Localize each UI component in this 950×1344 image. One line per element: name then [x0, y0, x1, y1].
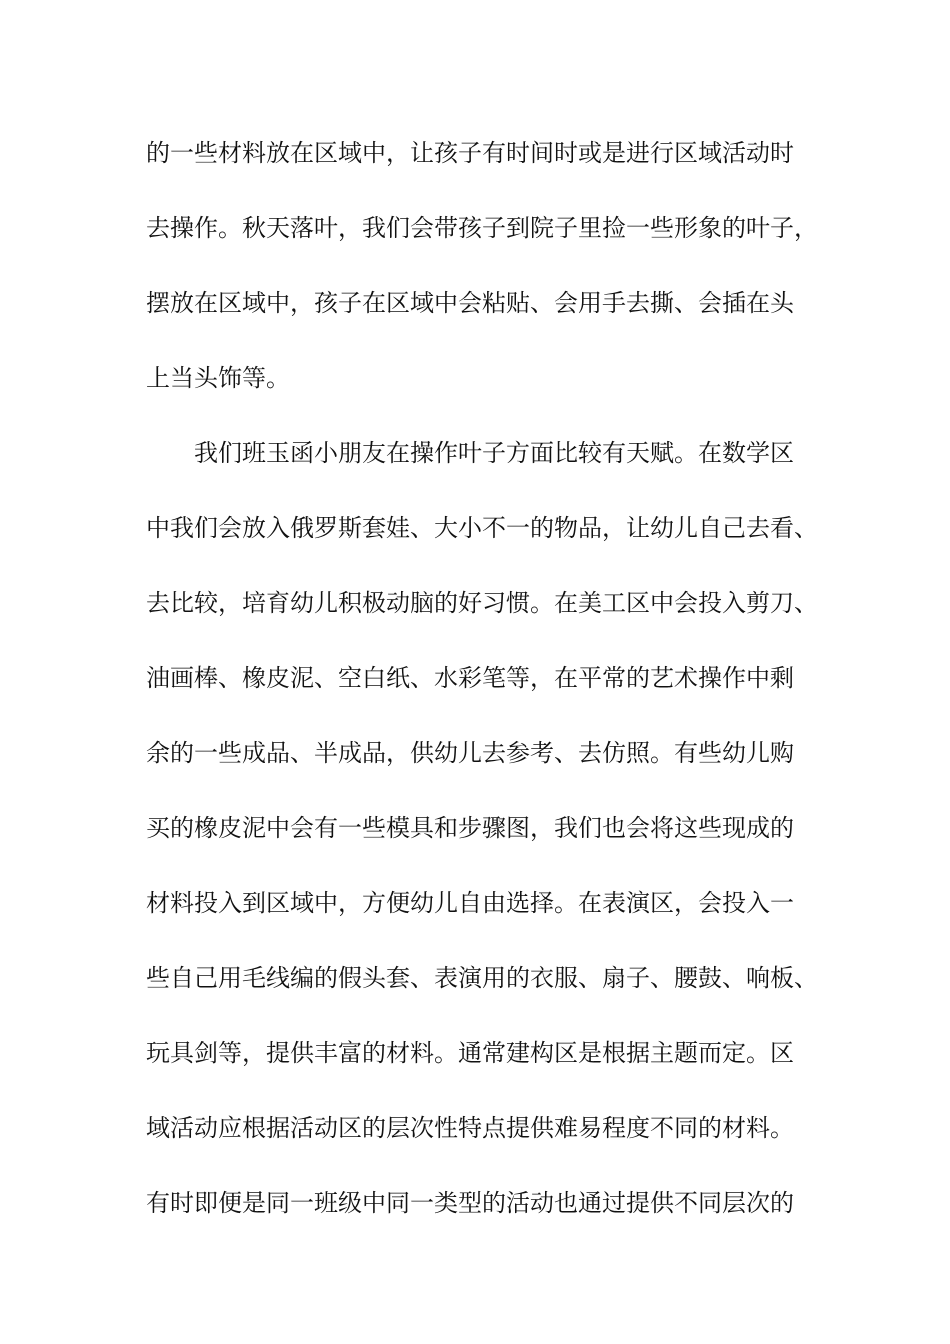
body-text-line: 些自己用毛线编的假头套、表演用的衣服、扇子、腰鼓、响板、: [146, 964, 818, 992]
body-text-line: 中我们会放入俄罗斯套娃、大小不一的物品，让幼儿自己去看、: [146, 514, 818, 542]
body-text-line: 的一些材料放在区域中，让孩子有时间时或是进行区域活动时: [146, 139, 794, 167]
body-text-line: 买的橡皮泥中会有一些模具和步骤图，我们也会将这些现成的: [146, 814, 794, 842]
body-text-line: 材料投入到区域中，方便幼儿自由选择。在表演区，会投入一: [146, 889, 794, 917]
body-text-line: 去比较，培育幼儿积极动脑的好习惯。在美工区中会投入剪刀、: [146, 589, 818, 617]
body-text-line: 余的一些成品、半成品，供幼儿去参考、去仿照。有些幼儿购: [146, 739, 794, 767]
body-text-line: 上当头饰等。: [146, 364, 290, 392]
body-text-line: 有时即便是同一班级中同一类型的活动也通过提供不同层次的: [146, 1189, 794, 1217]
paragraph-first-line: 我们班玉函小朋友在操作叶子方面比较有天赋。在数学区: [194, 439, 794, 467]
body-text-line: 去操作。秋天落叶，我们会带孩子到院子里捡一些形象的叶子，: [146, 214, 818, 242]
body-text-line: 域活动应根据活动区的层次性特点提供难易程度不同的材料。: [146, 1114, 794, 1142]
body-text-line: 油画棒、橡皮泥、空白纸、水彩笔等，在平常的艺术操作中剩: [146, 664, 794, 692]
body-text-line: 玩具剑等，提供丰富的材料。通常建构区是根据主题而定。区: [146, 1039, 794, 1067]
body-text-line: 摆放在区域中，孩子在区域中会粘贴、会用手去撕、会插在头: [146, 289, 794, 317]
